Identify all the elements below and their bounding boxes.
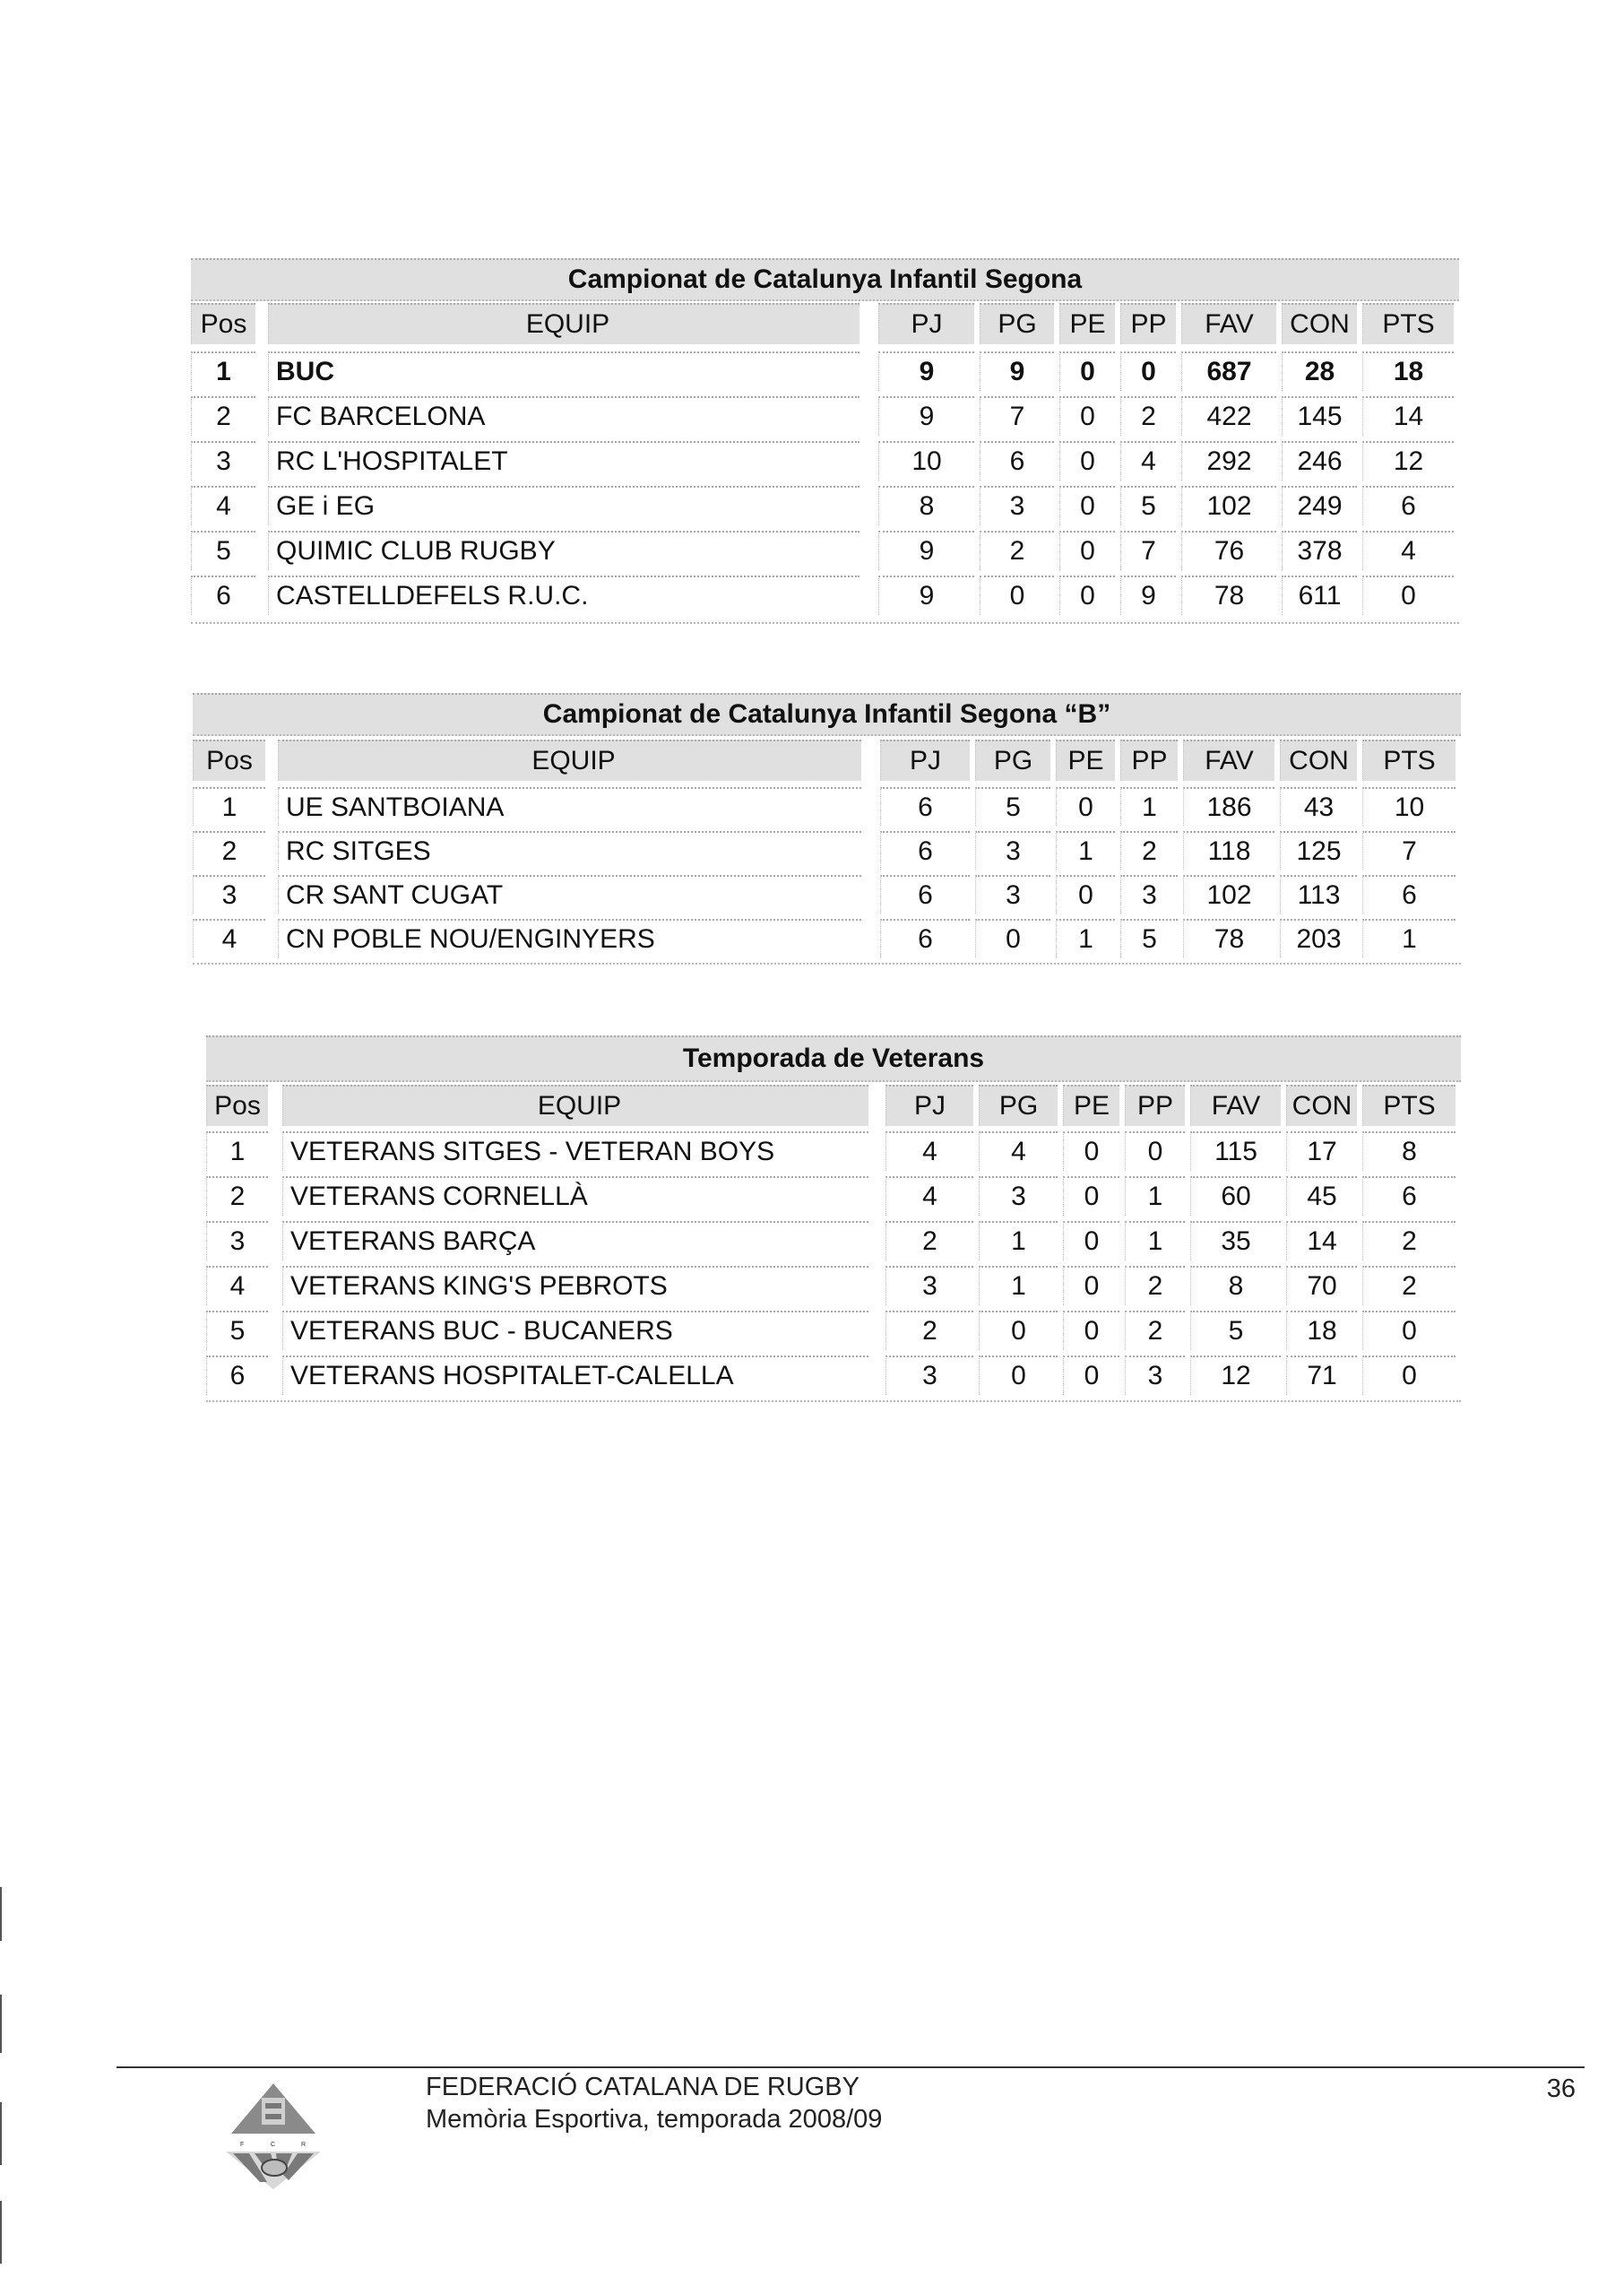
table-cell-pts: 0 (1362, 1355, 1456, 1395)
table-cell-pp: 2 (1125, 1266, 1185, 1305)
table-cell-con: 246 (1282, 441, 1357, 481)
table-cell-equip: VETERANS SITGES - VETERAN BOYS (282, 1131, 868, 1171)
svg-text:R: R (301, 2142, 307, 2148)
column-header-pos: Pos (193, 740, 265, 781)
table-cell-pos: 5 (191, 531, 255, 570)
table-cell-pts: 8 (1362, 1131, 1456, 1171)
column-header-pp: PP (1120, 740, 1178, 781)
table-cell-pts: 10 (1362, 787, 1456, 826)
table-cell-pg: 3 (975, 875, 1050, 914)
table-cell-pg: 1 (979, 1221, 1058, 1260)
table-cell-pe: 0 (1063, 1355, 1119, 1395)
table-cell-pts: 4 (1362, 531, 1454, 570)
table-cell-pj: 4 (885, 1176, 973, 1216)
table-cell-equip: CASTELLDEFELS R.U.C. (268, 576, 860, 615)
table-cell-fav: 8 (1190, 1266, 1281, 1305)
table-cell-pts: 18 (1362, 351, 1454, 391)
table-cell-fav: 12 (1190, 1355, 1281, 1395)
table-cell-pp: 7 (1120, 531, 1176, 570)
table-cell-pj: 6 (880, 875, 970, 914)
table-cell-pe: 1 (1056, 831, 1115, 870)
table-cell-pp: 9 (1120, 576, 1176, 615)
table-cell-pos: 6 (191, 576, 255, 615)
column-header-pos: Pos (206, 1085, 268, 1126)
table-cell-pj: 4 (885, 1131, 973, 1171)
table-cell-pts: 0 (1362, 1311, 1456, 1350)
column-header-fav: FAV (1181, 303, 1276, 344)
svg-text:F: F (240, 2142, 245, 2148)
table-cell-pe: 0 (1059, 576, 1115, 615)
table-cell-pe: 0 (1059, 351, 1115, 391)
table-cell-pg: 3 (979, 1176, 1058, 1216)
table-cell-pos: 2 (191, 396, 255, 436)
table-cell-pe: 1 (1056, 919, 1115, 957)
scan-edge-mark (0, 1995, 2, 2053)
column-header-pts: PTS (1362, 1085, 1456, 1126)
table-cell-equip: RC SITGES (278, 831, 861, 870)
table-cell-pts: 14 (1362, 396, 1454, 436)
column-header-pts: PTS (1362, 303, 1454, 344)
footer-divider (117, 2066, 1585, 2068)
table-cell-pts: 6 (1362, 875, 1456, 914)
table-cell-pp: 2 (1125, 1311, 1185, 1350)
svg-text:C: C (271, 2142, 276, 2148)
table-cell-pp: 5 (1120, 919, 1178, 957)
table-cell-pj: 3 (885, 1355, 973, 1395)
column-header-equip: EQUIP (282, 1085, 868, 1126)
table-cell-equip: VETERANS CORNELLÀ (282, 1176, 868, 1216)
table-cell-con: 378 (1282, 531, 1357, 570)
table-title: Campionat de Catalunya Infantil Segona “B” (193, 693, 1461, 736)
table-cell-pos: 6 (206, 1355, 268, 1395)
table-cell-fav: 76 (1181, 531, 1276, 570)
table-cell-pg: 0 (980, 576, 1054, 615)
table-cell-pos: 1 (191, 351, 255, 391)
table-cell-pp: 1 (1125, 1176, 1185, 1216)
table-cell-pos: 1 (193, 787, 265, 826)
column-header-pj: PJ (880, 740, 970, 781)
table-cell-pe: 0 (1063, 1176, 1119, 1216)
table-cell-fav: 60 (1190, 1176, 1281, 1216)
table-cell-equip: VETERANS BARÇA (282, 1221, 868, 1260)
table-cell-pe: 0 (1056, 875, 1115, 914)
table-cell-pp: 1 (1125, 1221, 1185, 1260)
table-cell-pp: 0 (1125, 1131, 1185, 1171)
column-header-con: CON (1286, 1085, 1357, 1126)
table-cell-pe: 0 (1059, 441, 1115, 481)
table-cell-pts: 2 (1362, 1266, 1456, 1305)
column-header-con: CON (1280, 740, 1357, 781)
table-cell-pe: 0 (1063, 1266, 1119, 1305)
column-header-pj: PJ (885, 1085, 973, 1126)
table-cell-con: 14 (1286, 1221, 1357, 1260)
column-header-pg: PG (980, 303, 1054, 344)
scan-edge-mark (0, 1887, 2, 1941)
table-cell-pg: 3 (980, 486, 1054, 525)
table-cell-con: 611 (1282, 576, 1357, 615)
table-cell-equip: RC L'HOSPITALET (268, 441, 860, 481)
table-cell-pe: 0 (1056, 787, 1115, 826)
table-cell-con: 70 (1286, 1266, 1357, 1305)
scan-edge-mark (0, 2201, 2, 2264)
column-header-pts: PTS (1362, 740, 1456, 781)
table-cell-pp: 5 (1120, 486, 1176, 525)
table-cell-fav: 102 (1183, 875, 1274, 914)
table-cell-pos: 1 (206, 1131, 268, 1171)
table-cell-pj: 9 (878, 531, 974, 570)
table-cell-pp: 0 (1120, 351, 1176, 391)
table-cell-pg: 0 (979, 1355, 1058, 1395)
table-cell-pj: 8 (878, 486, 974, 525)
table-cell-pos: 3 (191, 441, 255, 481)
column-header-pp: PP (1125, 1085, 1185, 1126)
table-cell-pts: 2 (1362, 1221, 1456, 1260)
table-cell-fav: 422 (1181, 396, 1276, 436)
table-cell-pe: 0 (1059, 396, 1115, 436)
footer-organization: FEDERACIÓ CATALANA DE RUGBY (426, 2073, 860, 2101)
table-cell-pg: 3 (975, 831, 1050, 870)
table-cell-fav: 5 (1190, 1311, 1281, 1350)
fcr-logo-icon (215, 2082, 332, 2189)
table-cell-equip: VETERANS HOSPITALET-CALELLA (282, 1355, 868, 1395)
table-cell-pos: 2 (193, 831, 265, 870)
table-cell-pts: 6 (1362, 1176, 1456, 1216)
table-cell-equip: UE SANTBOIANA (278, 787, 861, 826)
table-cell-pts: 6 (1362, 486, 1454, 525)
table-cell-pg: 7 (980, 396, 1054, 436)
column-header-pe: PE (1063, 1085, 1119, 1126)
footer-subtitle: Memòria Esportiva, temporada 2008/09 (426, 2105, 883, 2134)
table-cell-con: 203 (1280, 919, 1357, 957)
table-cell-con: 18 (1286, 1311, 1357, 1350)
column-header-fav: FAV (1183, 740, 1274, 781)
table-cell-pg: 0 (975, 919, 1050, 957)
table-cell-pg: 6 (980, 441, 1054, 481)
table-cell-pp: 4 (1120, 441, 1176, 481)
table-cell-pj: 6 (880, 919, 970, 957)
table-cell-pos: 4 (191, 486, 255, 525)
table-cell-pos: 3 (206, 1221, 268, 1260)
table-cell-con: 125 (1280, 831, 1357, 870)
table-cell-con: 17 (1286, 1131, 1357, 1171)
table-cell-pg: 4 (979, 1131, 1058, 1171)
table-cell-fav: 102 (1181, 486, 1276, 525)
table-cell-pp: 3 (1125, 1355, 1185, 1395)
table-title: Campionat de Catalunya Infantil Segona (191, 258, 1459, 301)
table-cell-pg: 0 (979, 1311, 1058, 1350)
table-cell-pg: 2 (980, 531, 1054, 570)
column-header-equip: EQUIP (268, 303, 860, 344)
table-cell-pos: 4 (193, 919, 265, 957)
table-cell-equip: VETERANS KING'S PEBROTS (282, 1266, 868, 1305)
table-cell-pj: 9 (878, 576, 974, 615)
table-cell-fav: 186 (1183, 787, 1274, 826)
table-cell-pe: 0 (1063, 1221, 1119, 1260)
column-header-equip: EQUIP (278, 740, 861, 781)
table-cell-pts: 0 (1362, 576, 1454, 615)
table-cell-pg: 1 (979, 1266, 1058, 1305)
table-cell-fav: 78 (1183, 919, 1274, 957)
table-cell-fav: 78 (1181, 576, 1276, 615)
table-cell-equip: QUIMIC CLUB RUGBY (268, 531, 860, 570)
table-cell-pos: 3 (193, 875, 265, 914)
column-header-pj: PJ (878, 303, 974, 344)
standings-table-infantil-segona (191, 258, 1459, 624)
table-cell-pe: 0 (1063, 1131, 1119, 1171)
scan-edge-mark (0, 2102, 2, 2165)
table-cell-equip: BUC (268, 351, 860, 391)
table-cell-pp: 1 (1120, 787, 1178, 826)
table-cell-equip: GE i EG (268, 486, 860, 525)
table-cell-pp: 2 (1120, 396, 1176, 436)
table-cell-con: 145 (1282, 396, 1357, 436)
table-cell-con: 249 (1282, 486, 1357, 525)
table-cell-fav: 35 (1190, 1221, 1281, 1260)
table-title: Temporada de Veterans (206, 1035, 1461, 1082)
table-cell-con: 71 (1286, 1355, 1357, 1395)
table-cell-pj: 2 (885, 1311, 973, 1350)
table-cell-equip: VETERANS BUC - BUCANERS (282, 1311, 868, 1350)
table-cell-pj: 2 (885, 1221, 973, 1260)
table-cell-equip: FC BARCELONA (268, 396, 860, 436)
table-cell-pp: 2 (1120, 831, 1178, 870)
table-cell-pts: 7 (1362, 831, 1456, 870)
table-cell-pts: 12 (1362, 441, 1454, 481)
table-cell-pj: 3 (885, 1266, 973, 1305)
table-cell-fav: 115 (1190, 1131, 1281, 1171)
column-header-pe: PE (1059, 303, 1115, 344)
page-number: 36 (1546, 2074, 1576, 2103)
table-cell-fav: 292 (1181, 441, 1276, 481)
column-header-pg: PG (979, 1085, 1058, 1126)
table-cell-pj: 9 (878, 396, 974, 436)
table-cell-pos: 5 (206, 1311, 268, 1350)
column-header-fav: FAV (1190, 1085, 1281, 1126)
column-header-pg: PG (975, 740, 1050, 781)
table-cell-fav: 118 (1183, 831, 1274, 870)
table-cell-con: 28 (1282, 351, 1357, 391)
table-cell-pj: 10 (878, 441, 974, 481)
table-cell-con: 43 (1280, 787, 1357, 826)
table-cell-equip: CN POBLE NOU/ENGINYERS (278, 919, 861, 957)
table-cell-pj: 6 (880, 831, 970, 870)
standings-table-veterans (206, 1035, 1461, 1402)
table-cell-pg: 5 (975, 787, 1050, 826)
table-cell-pe: 0 (1059, 486, 1115, 525)
column-header-pe: PE (1056, 740, 1115, 781)
table-cell-pos: 4 (206, 1266, 268, 1305)
table-cell-pp: 3 (1120, 875, 1178, 914)
table-cell-pts: 1 (1362, 919, 1456, 957)
column-header-con: CON (1282, 303, 1357, 344)
table-cell-fav: 687 (1181, 351, 1276, 391)
table-cell-pe: 0 (1059, 531, 1115, 570)
table-cell-pos: 2 (206, 1176, 268, 1216)
table-cell-con: 113 (1280, 875, 1357, 914)
column-header-pos: Pos (191, 303, 255, 344)
table-cell-pg: 9 (980, 351, 1054, 391)
standings-table-infantil-segona-b (193, 693, 1461, 965)
column-header-pp: PP (1120, 303, 1176, 344)
table-cell-pe: 0 (1063, 1311, 1119, 1350)
table-cell-con: 45 (1286, 1176, 1357, 1216)
table-cell-equip: CR SANT CUGAT (278, 875, 861, 914)
table-cell-pj: 6 (880, 787, 970, 826)
table-cell-pj: 9 (878, 351, 974, 391)
